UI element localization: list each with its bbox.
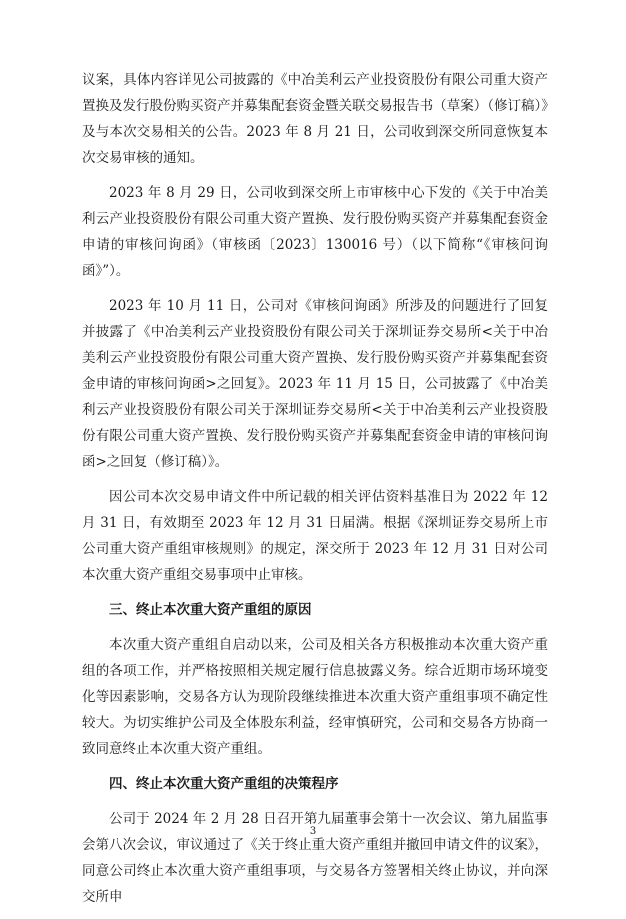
paragraph-3: 2023 年 10 月 11 日，公司对《审核问询函》所涉及的问题进行了回复并披露了《中冶美利云产业投资股份有限公司关于深圳证券交易所<关于中冶美利云产业投资股份有限公司重大资产置换、发行股份购买资产并募集配套资金申请的审核问询函>之回复》。2023 年 11 月 15 日，公司披露了《中冶美利云产业投资股份有限公司关于深圳证券交易所<关于中冶美利云产业投资股份有限公司重大资产置换、发行股份购买资产并募集配套资金申请的审核问询函>之回复（修订稿）》。 <box>82 298 548 470</box>
paragraph-1: 议案，具体内容详见公司披露的《中冶美利云产业投资股份有限公司重大资产置换及发行股份购买资产并募集配套资金暨关联交易报告书（草案）（修订稿）》及与本次交易相关的公告。2023 年 8 月 21 日，公司收到深交所同意恢复本次交易审核的通知。 <box>82 72 548 166</box>
section-4-body: 公司于 2024 年 2 月 28 日召开第九届董事会第十一次会议、第九届监事会第八次会议，审议通过了《关于终止重大资产重组并撤回申请文件的议案》，同意公司终止本次重大资产重组事项，与交易各方签署相关终止协议，并向深交所申 <box>82 811 548 905</box>
page-body <box>82 67 548 919</box>
section-4-heading: 四、终止本次重大资产重组的决策程序 <box>109 776 339 792</box>
section-3-body: 本次重大资产重组自启动以来，公司及相关各方积极推动本次重大资产重组的各项工作，并严格按照相关规定履行信息披露义务。综合近期市场环境变化等因素影响，交易各方认为现阶段继续推进本次重大资产重组事项不确定性较大。为切实维护公司及全体股东利益，经审慎研究，公司和交易各方协商一致同意终止本次重大资产重组。 <box>82 637 548 757</box>
page-number: 3 <box>309 826 317 837</box>
section-3-heading: 三、终止本次重大资产重组的原因 <box>109 602 312 618</box>
paragraph-2: 2023 年 8 月 29 日，公司收到深交所上市审核中心下发的《关于中冶美利云产业投资股份有限公司重大资产置换、发行股份购买资产并募集配套资金申请的审核问询函》（审核函〔2023〕130016 号）（以下简称“《审核问询函》”）。 <box>82 185 548 279</box>
paragraph-4: 因公司本次交易申请文件中所记载的相关评估资料基准日为 2022 年 12 月 31 日，有效期至 2023 年 12 月 31 日届满。根据《深圳证券交易所上市公司重大资产重组审核规则》的规定，深交所于 2023 年 12 月 31 日对公司本次重大资产重组交易事项中止审核。 <box>82 489 548 583</box>
